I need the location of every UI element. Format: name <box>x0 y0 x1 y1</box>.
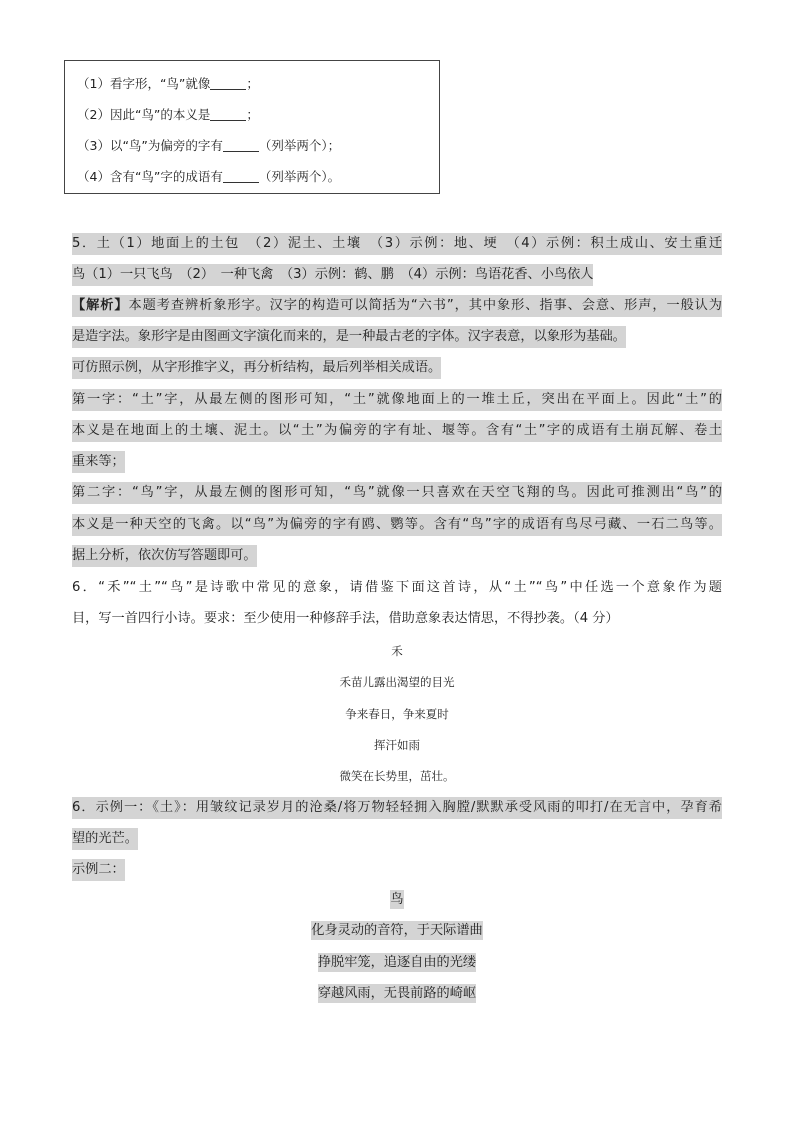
analysis-line7: 第二字：“鸟”字，从最左侧的图形可知，“鸟”就像一只喜欢在天空飞翔的鸟。因此可推测出“鸟”的 <box>72 482 722 504</box>
poem-line1: 禾苗儿露出渴望的目光 <box>339 675 455 689</box>
answer6-line3: 示例二： <box>72 859 125 881</box>
poem-line3: 挥汗如雨 <box>374 738 420 752</box>
box-item-1: （1）看字形，“鸟”就像 ； <box>77 76 259 91</box>
answer5-line2: 鸟（1）一只飞鸟 （2） 一种飞禽 （3）示例：鹤、鹏 （4）示例：鸟语花香、小鸟依人 <box>72 264 593 286</box>
analysis-line9: 据上分析，依次仿写答题即可。 <box>72 545 257 567</box>
poem-line4: 微笑在长势里，茁壮。 <box>339 769 455 783</box>
answer6-line2: 望的光芒。 <box>72 828 138 850</box>
analysis-line2: 是造字法。象形字是由图画文字演化而来的，是一种最古老的字体。汉字表意，以象形为基础。 <box>72 326 626 348</box>
analysis-label: 【解析】 <box>72 298 129 313</box>
answer-blank[interactable] <box>223 168 259 183</box>
box-item-3: （3）以“鸟”为偏旁的字有 （列举两个）； <box>77 138 341 153</box>
sample-poem-line1: 化身灵动的音符，于天际谱曲 <box>311 923 483 938</box>
poem-line2: 争来春日，争来夏时 <box>345 707 449 721</box>
question-box <box>64 60 440 194</box>
answer5-line1: 5．土（1）地面上的土包 （2）泥土、土壤 （3）示例：地、埂 （4）示例：积土成山、安土重迁 <box>72 233 722 255</box>
answer-blank[interactable] <box>223 137 259 152</box>
sample-poem-title: 鸟 <box>390 892 404 907</box>
sample-poem-line3: 穿越风雨，无畏前路的崎岖 <box>317 986 477 1001</box>
poem-title: 禾 <box>391 644 403 658</box>
analysis-line6: 重来等； <box>72 451 125 473</box>
sample-poem-line2: 挣脱牢笼，追逐自由的光缕 <box>317 955 477 970</box>
analysis-line5: 本义是在地面上的土壤、泥土。以“土”为偏旁的字有址、堰等。含有“土”字的成语有土崩瓦解、卷土 <box>72 420 722 442</box>
answer6-line1: 6．示例一：《土》：用皱纹记录岁月的沧桑/将万物轻轻拥入胸膛/默默承受风雨的叩打/在无言中，孕育希 <box>72 797 722 819</box>
analysis-line1: 【解析】本题考查辨析象形字。汉字的构造可以简括为“六书”，其中象形、指事、会意、形声，一般认为 <box>72 295 722 317</box>
answer-blank[interactable] <box>210 106 246 121</box>
box-item-2: （2）因此“鸟”的本义是 ； <box>77 107 259 122</box>
question6-line2: 目，写一首四行小诗。要求：至少使用一种修辞手法，借助意象表达情思，不得抄袭。（4 分） <box>72 611 619 626</box>
analysis-line8: 本义是一种天空的飞禽。以“鸟”为偏旁的字有鸥、鹦等。含有“鸟”字的成语有鸟尽弓藏、一石二鸟等。 <box>72 514 722 536</box>
answer-blank[interactable] <box>210 75 246 90</box>
box-item-4: （4）含有“鸟”字的成语有 （列举两个）。 <box>77 169 341 184</box>
analysis-line4: 第一字：“土”字，从最左侧的图形可知，“土”就像地面上的一堆土丘，突出在平面上。因此“土”的 <box>72 389 722 411</box>
question6-line1: 6．“禾”“土”“鸟”是诗歌中常见的意象，请借鉴下面这首诗，从“土”“鸟”中任选一个意象作为题 <box>72 580 722 595</box>
analysis-line3: 可仿照示例，从字形推字义，再分析结构，最后列举相关成语。 <box>72 357 441 379</box>
